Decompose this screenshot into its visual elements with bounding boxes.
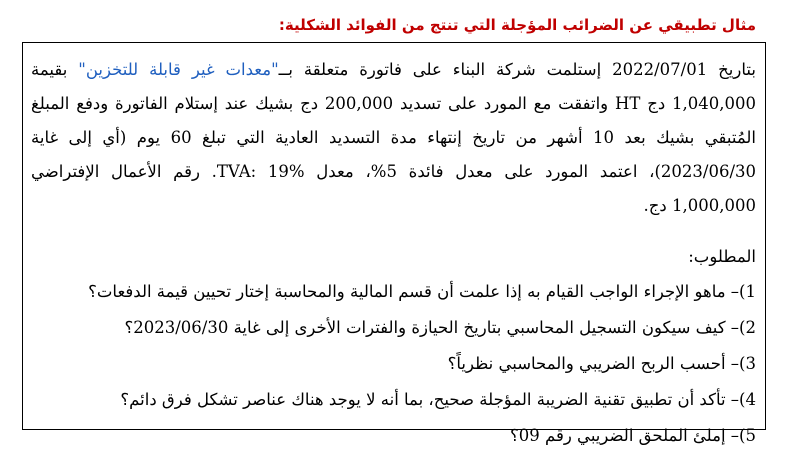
question-1: 1)– ماهو الإجراء الواجب القيام به إذا علمت أن قسم المالية والمحاسبة إختار تحيين قيمة الدفعات؟	[88, 282, 756, 301]
example-title: مثال تطبيقي عن الضرائب المؤجلة التي تنتج من الفوائد الشكلية:	[278, 16, 756, 34]
exercise-statement	[31, 53, 756, 223]
question-2: 2)– كيف سيكون التسجيل المحاسبي بتاريخ الحيازة والفترات الأخرى إلى غاية 2023/06/30؟	[124, 318, 756, 337]
question-4: 4)– تأكد أن تطبيق تقنية الضريبة المؤجلة صحيح، بما أنه لا يوجد هناك عناصر تشكل فرق دائم؟	[120, 390, 756, 409]
question-5: 5)– إملئ الملحق الضريبي رقم 09؟	[509, 426, 756, 445]
statement-part-1: بتاريخ 2022/07/01 إستلمت شركة البناء على فاتورة متعلقة بــ	[278, 60, 756, 79]
question-3: 3)– أحسب الربح الضريبي والمحاسبي نظرياً؟	[447, 354, 756, 373]
exercise-box	[22, 42, 766, 445]
required-label: المطلوب:	[688, 247, 756, 266]
equipment-type-highlight: "معدات غير قابلة للتخزين"	[78, 60, 279, 79]
statement-part-2: بقيمة 1,040,000 دج HT واتفقت مع المورد على تسديد 200,000 دج بشيك عند إستلام الفاتورة ودفع المبلغ المُتبقي بشيك بعد 10 أشهر من تاريخ إنتهاء مدة التسديد العادية التي تبلغ 60 يوم (أي إلى غاية 2023/06/30)، اعتمد المورد على معدل فائدة 5%، معدل TVA: 19%. رقم الأعمال الإفتراضي 1,000,000 دج.	[31, 60, 757, 215]
questions-list	[31, 274, 756, 454]
